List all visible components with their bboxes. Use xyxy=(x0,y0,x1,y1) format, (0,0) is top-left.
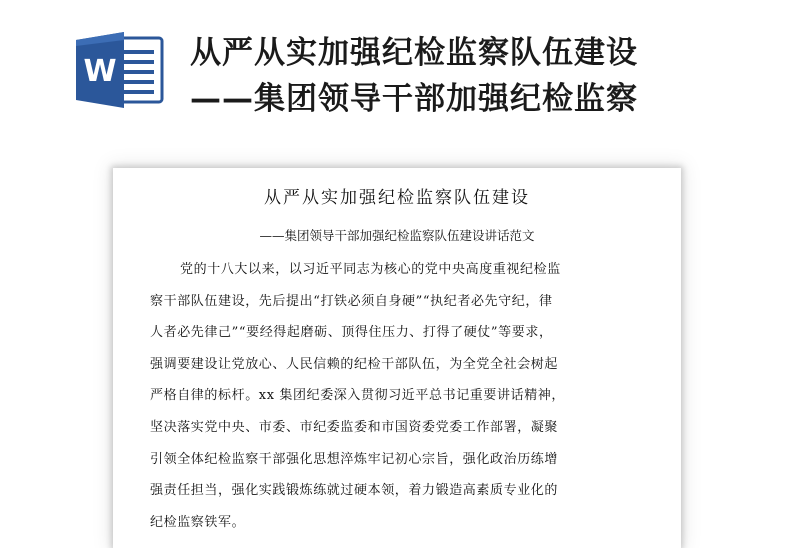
word-logo-letter: W xyxy=(83,54,117,89)
banner-title-line-1: 从严从实加强纪检监察队伍建设 xyxy=(190,35,638,71)
body-line: 察干部队伍建设，先后提出“打铁必须自身硬”“执纪者必先守纪，律 xyxy=(150,293,553,309)
document-body xyxy=(150,254,645,538)
body-line: 引领全体纪检监察干部强化思想淬炼牢记初心宗旨，强化政治历练增 xyxy=(150,451,559,467)
body-line: 强调要建设让党放心、人民信赖的纪检干部队伍，为全党全社会树起 xyxy=(150,356,559,372)
document-title: 从严从实加强纪检监察队伍建设 xyxy=(264,188,530,208)
banner-title-line-2: ——集团领导干部加强纪检监察 xyxy=(190,81,638,117)
banner xyxy=(0,0,800,140)
word-document-icon xyxy=(74,30,166,110)
document-subtitle: ——集团领导干部加强纪检监察队伍建设讲话范文 xyxy=(259,228,535,243)
banner-title xyxy=(190,30,790,122)
body-line: 坚决落实党中央、市委、市纪委监委和市国资委党委工作部署，凝聚 xyxy=(150,419,559,435)
body-line: 严格自律的标杆。xx 集团纪委深入贯彻习近平总书记重要讲话精神， xyxy=(150,388,565,404)
body-line: 党的十八大以来，以习近平同志为核心的党中央高度重视纪检监 xyxy=(180,262,561,277)
document-page xyxy=(113,168,681,548)
body-line: 纪检监察铁军。 xyxy=(150,514,246,530)
body-line: 强责任担当，强化实践锻炼练就过硬本领，着力锻造高素质专业化的 xyxy=(150,483,559,499)
body-line: 人者必先律己”“要经得起磨砺、顶得住压力、打得了硬仗”等要求， xyxy=(150,325,553,341)
